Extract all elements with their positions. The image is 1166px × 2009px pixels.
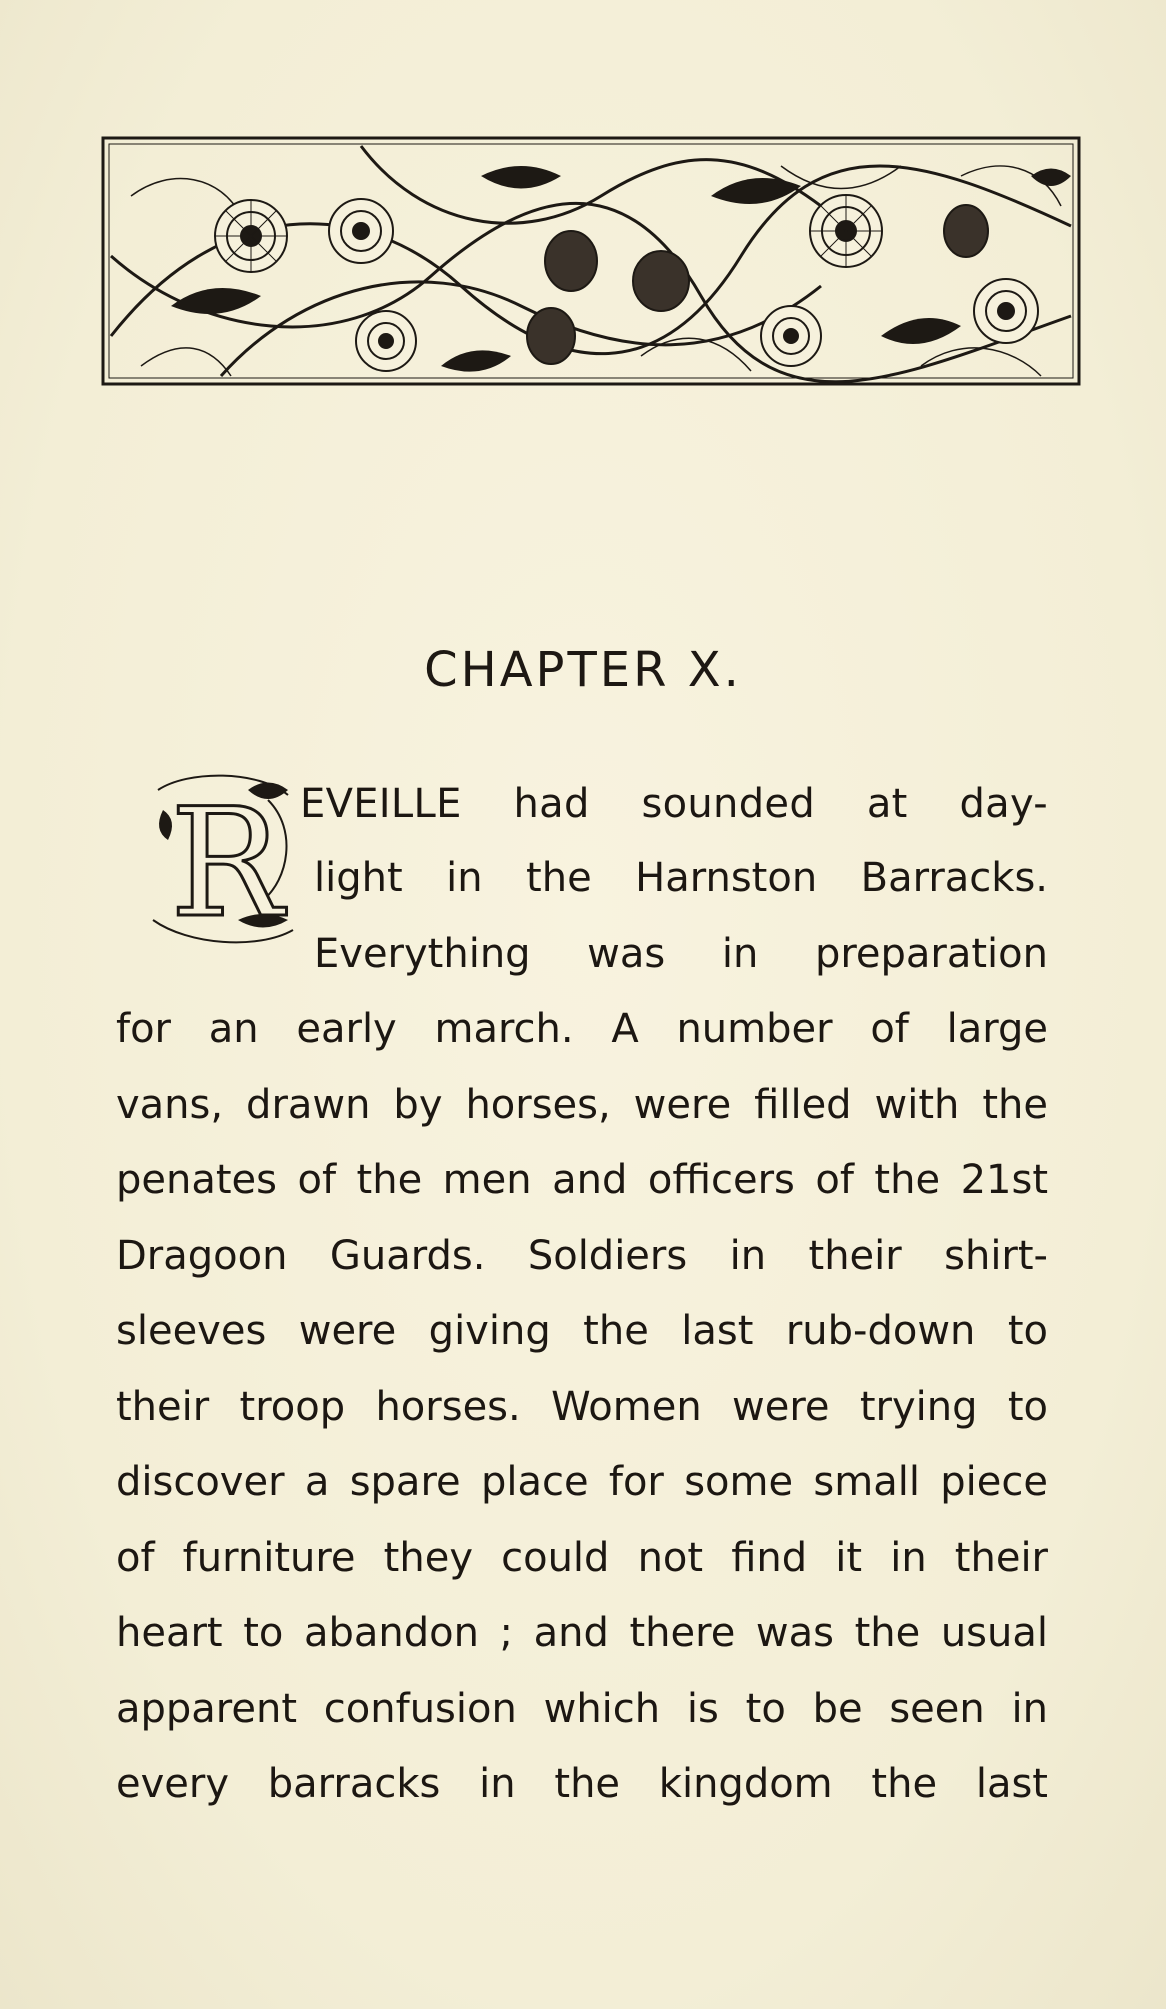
- text-line-6: penates of the men and officers of the 21st: [116, 1157, 1048, 1203]
- text-line-7: Dragoon Guards. Soldiers in their shirt-: [116, 1233, 1048, 1279]
- drop-cap-letter: R: [170, 777, 283, 950]
- ornamental-drop-cap: [148, 770, 298, 950]
- text-line-12: heart to abandon ; and there was the usual: [116, 1610, 1048, 1656]
- text-line-10: discover a spare place for some small piece: [116, 1459, 1048, 1505]
- text-line-9: their troop horses. Women were trying to: [116, 1384, 1048, 1430]
- text-line-3: Everything was in preparation: [314, 931, 1048, 977]
- chapter-heading: CHAPTER X.: [424, 642, 742, 698]
- text-line-8: sleeves were giving the last rub-down to: [116, 1308, 1048, 1354]
- text-line-11: of furniture they could not find it in their: [116, 1535, 1048, 1581]
- text-line-14: every barracks in the kingdom the last: [116, 1761, 1048, 1807]
- text-line-13: apparent confusion which is to be seen in: [116, 1686, 1048, 1732]
- text-line-2: light in the Harnston Barracks.: [314, 855, 1048, 901]
- text-line-5: vans, drawn by horses, were filled with the: [116, 1082, 1048, 1128]
- text-line-4: for an early march. A number of large: [116, 1006, 1048, 1052]
- floral-headpiece-ornament: [101, 136, 1081, 386]
- text-line-1: EVEILLE had sounded at day-: [300, 781, 1048, 827]
